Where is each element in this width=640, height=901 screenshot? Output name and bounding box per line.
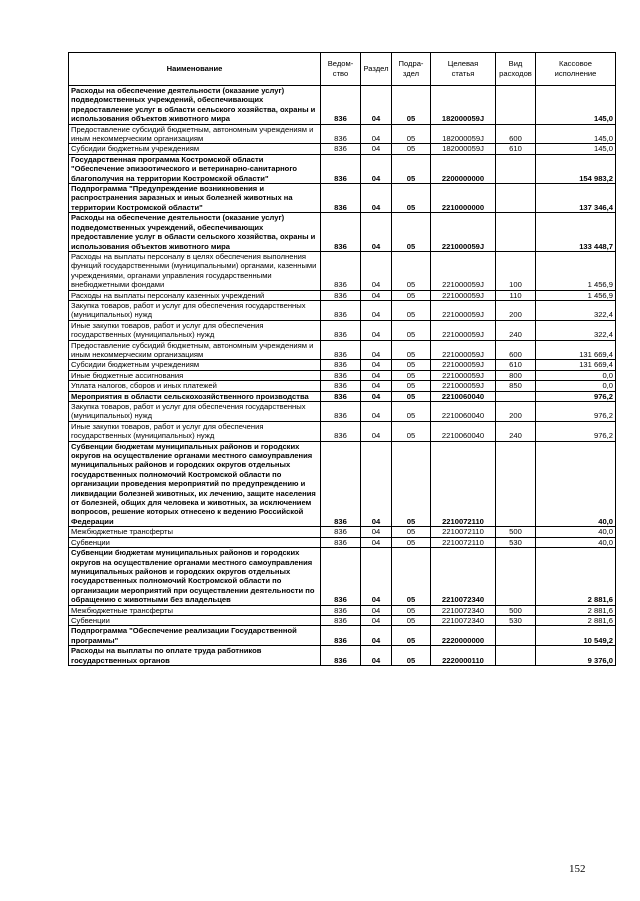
row-target-item: 2220000000 [431,626,496,646]
row-expense-type [496,154,536,183]
row-cash-execution: 145,0 [536,144,616,154]
row-expense-type [496,391,536,401]
row-department: 836 [321,421,361,441]
row-section: 04 [361,548,392,605]
row-target-item: 182000059J [431,86,496,125]
page-number: 152 [569,863,586,875]
row-department: 836 [321,402,361,422]
row-subsection: 05 [392,320,431,340]
row-subsection: 05 [392,441,431,527]
header-name: Наименование [69,53,321,86]
row-target-item: 2210072110 [431,537,496,547]
header-department: Ведом- ство [321,53,361,86]
table-row [69,381,616,391]
row-department: 836 [321,184,361,213]
row-department: 836 [321,154,361,183]
row-department: 836 [321,626,361,646]
row-department: 836 [321,615,361,625]
row-cash-execution: 131 669,4 [536,340,616,360]
row-target-item: 2210000000 [431,184,496,213]
table-row [69,213,616,252]
row-section: 04 [361,320,392,340]
row-subsection: 05 [392,360,431,370]
table-row [69,360,616,370]
row-cash-execution: 40,0 [536,527,616,537]
table-row [69,340,616,360]
row-department: 836 [321,290,361,300]
row-target-item: 182000059J [431,124,496,144]
table-row [69,251,616,290]
row-target-item: 2210060040 [431,391,496,401]
row-name: Расходы на обеспечение деятельности (оказание услуг) подведомственных учреждений, обеспечивающих предоставление услуг в области сельского хозяйства, охраны и использования объектов животного мира [69,86,321,125]
row-section: 04 [361,86,392,125]
header-section: Раздел [361,53,392,86]
row-subsection: 05 [392,154,431,183]
row-section: 04 [361,381,392,391]
row-department: 836 [321,124,361,144]
row-cash-execution: 2 881,6 [536,548,616,605]
table-row [69,320,616,340]
row-section: 04 [361,537,392,547]
row-section: 04 [361,402,392,422]
row-expense-type [496,646,536,666]
row-name: Иные закупки товаров, работ и услуг для обеспечения государственных (муниципальных) нужд [69,320,321,340]
row-name: Мероприятия в области сельскохозяйственного производства [69,391,321,401]
header-cash-execution: Кассовое исполнение [536,53,616,86]
row-expense-type: 610 [496,360,536,370]
row-expense-type: 500 [496,605,536,615]
row-department: 836 [321,340,361,360]
table-row [69,646,616,666]
row-target-item: 221000059J [431,213,496,252]
row-name: Предоставление субсидий бюджетным, автономным учреждениям и иным некоммерческим организациям [69,340,321,360]
row-department: 836 [321,605,361,615]
row-cash-execution: 131 669,4 [536,360,616,370]
table-row [69,402,616,422]
row-cash-execution: 137 346,4 [536,184,616,213]
row-expense-type: 500 [496,527,536,537]
row-subsection: 05 [392,340,431,360]
row-name: Расходы на обеспечение деятельности (оказание услуг) подведомственных учреждений, обеспечивающих предоставление услуг в области сельского хозяйства, охраны и использования объектов животного мира [69,213,321,252]
row-department: 836 [321,548,361,605]
row-expense-type: 240 [496,421,536,441]
row-subsection: 05 [392,402,431,422]
row-target-item: 2210072110 [431,527,496,537]
row-subsection: 05 [392,626,431,646]
row-expense-type [496,184,536,213]
row-target-item: 221000059J [431,251,496,290]
row-expense-type: 240 [496,320,536,340]
row-section: 04 [361,626,392,646]
row-department: 836 [321,646,361,666]
row-subsection: 05 [392,300,431,320]
budget-table [68,52,616,666]
table-row [69,86,616,125]
row-target-item: 221000059J [431,320,496,340]
row-expense-type: 800 [496,370,536,380]
table-row [69,154,616,183]
row-expense-type: 100 [496,251,536,290]
row-name: Субсидии бюджетным учреждениям [69,144,321,154]
row-cash-execution: 0,0 [536,370,616,380]
row-name: Расходы на выплаты персоналу казенных учреждений [69,290,321,300]
row-section: 04 [361,421,392,441]
row-target-item: 221000059J [431,340,496,360]
row-section: 04 [361,646,392,666]
row-expense-type: 200 [496,300,536,320]
row-cash-execution: 10 549,2 [536,626,616,646]
table-row [69,370,616,380]
row-cash-execution: 9 376,0 [536,646,616,666]
row-expense-type: 530 [496,615,536,625]
row-department: 836 [321,251,361,290]
row-target-item: 221000059J [431,370,496,380]
row-section: 04 [361,391,392,401]
row-subsection: 05 [392,615,431,625]
row-section: 04 [361,124,392,144]
row-department: 836 [321,300,361,320]
row-subsection: 05 [392,251,431,290]
row-department: 836 [321,381,361,391]
row-name: Межбюджетные трансферты [69,605,321,615]
row-name: Межбюджетные трансферты [69,527,321,537]
row-expense-type: 850 [496,381,536,391]
row-target-item: 2210072340 [431,615,496,625]
row-cash-execution: 154 983,2 [536,154,616,183]
row-subsection: 05 [392,184,431,213]
row-department: 836 [321,441,361,527]
row-subsection: 05 [392,381,431,391]
table-row [69,537,616,547]
table-row [69,605,616,615]
row-target-item: 182000059J [431,144,496,154]
row-name: Субсидии бюджетным учреждениям [69,360,321,370]
row-expense-type [496,626,536,646]
header-subsection: Подра- здел [392,53,431,86]
row-department: 836 [321,86,361,125]
row-section: 04 [361,213,392,252]
table-row [69,144,616,154]
row-subsection: 05 [392,527,431,537]
table-row [69,626,616,646]
row-subsection: 05 [392,290,431,300]
table-header-row [69,53,616,86]
row-subsection: 05 [392,646,431,666]
header-expense-type: Вид расходов [496,53,536,86]
row-target-item: 221000059J [431,290,496,300]
row-section: 04 [361,184,392,213]
row-expense-type [496,213,536,252]
row-department: 836 [321,360,361,370]
row-expense-type: 530 [496,537,536,547]
row-expense-type [496,548,536,605]
row-section: 04 [361,615,392,625]
row-section: 04 [361,605,392,615]
row-department: 836 [321,213,361,252]
row-cash-execution: 145,0 [536,86,616,125]
row-name: Закупка товаров, работ и услуг для обеспечения государственных (муниципальных) нужд [69,402,321,422]
row-expense-type: 200 [496,402,536,422]
row-section: 04 [361,300,392,320]
row-target-item: 2200000000 [431,154,496,183]
row-target-item: 2210060040 [431,421,496,441]
table-row [69,615,616,625]
row-cash-execution: 0,0 [536,381,616,391]
row-expense-type: 610 [496,144,536,154]
row-subsection: 05 [392,605,431,615]
row-target-item: 2210060040 [431,402,496,422]
row-department: 836 [321,144,361,154]
table-row [69,184,616,213]
table-row [69,391,616,401]
row-cash-execution: 976,2 [536,402,616,422]
row-name: Расходы на выплаты персоналу в целях обеспечения выполнения функций государственными (муниципальными) органами, казенными учреждениями, органами управления государственными внебюджетными фондами [69,251,321,290]
row-cash-execution: 2 881,6 [536,615,616,625]
row-name: Подпрограмма "Обеспечение реализации Государственной программы" [69,626,321,646]
row-expense-type: 600 [496,340,536,360]
row-name: Закупка товаров, работ и услуг для обеспечения государственных (муниципальных) нужд [69,300,321,320]
row-name: Субвенции [69,537,321,547]
row-subsection: 05 [392,421,431,441]
table-row [69,527,616,537]
row-subsection: 05 [392,86,431,125]
row-cash-execution: 322,4 [536,300,616,320]
row-cash-execution: 40,0 [536,441,616,527]
row-name: Иные бюджетные ассигнования [69,370,321,380]
row-expense-type [496,86,536,125]
row-cash-execution: 133 448,7 [536,213,616,252]
row-section: 04 [361,340,392,360]
row-section: 04 [361,251,392,290]
row-name: Субвенции бюджетам муниципальных районов и городских округов на осуществление органами местного самоуправления муниципальных районов и городских округов отдельных государственных полномочий Костромской области по организации мероприятий при осуществлении деятельности по обращению с животными без владельцев [69,548,321,605]
row-section: 04 [361,370,392,380]
row-name: Иные закупки товаров, работ и услуг для обеспечения государственных (муниципальных) нужд [69,421,321,441]
row-name: Субвенции бюджетам муниципальных районов и городских округов на осуществление органами местного самоуправления муниципальных районов и городских округов отдельных государственных полномочий Костромской области по организации проведения мероприятий по предупреждению и ликвидации болезней животных, их лечению, защите населения от болезней, общих для человека и животных, за исключением вопросов, решение которых отнесено к ведению Российской Федерации [69,441,321,527]
row-cash-execution: 145,0 [536,124,616,144]
row-target-item: 221000059J [431,381,496,391]
row-department: 836 [321,537,361,547]
row-target-item: 221000059J [431,300,496,320]
row-cash-execution: 1 456,9 [536,290,616,300]
row-cash-execution: 976,2 [536,391,616,401]
row-target-item: 2210072340 [431,548,496,605]
row-section: 04 [361,154,392,183]
row-target-item: 2210072340 [431,605,496,615]
row-cash-execution: 322,4 [536,320,616,340]
row-section: 04 [361,144,392,154]
row-name: Государственная программа Костромской области "Обеспечение эпизоотического и ветеринарно-санитарного благополучия на территории Костромской области" [69,154,321,183]
row-expense-type: 110 [496,290,536,300]
row-department: 836 [321,527,361,537]
row-section: 04 [361,441,392,527]
row-cash-execution: 1 456,9 [536,251,616,290]
row-expense-type [496,441,536,527]
row-subsection: 05 [392,391,431,401]
row-name: Расходы на выплаты по оплате труда работников государственных органов [69,646,321,666]
row-section: 04 [361,290,392,300]
table-row [69,421,616,441]
row-cash-execution: 40,0 [536,537,616,547]
row-target-item: 221000059J [431,360,496,370]
row-subsection: 05 [392,548,431,605]
table-row [69,441,616,527]
row-name: Уплата налогов, сборов и иных платежей [69,381,321,391]
row-cash-execution: 2 881,6 [536,605,616,615]
row-section: 04 [361,360,392,370]
row-cash-execution: 976,2 [536,421,616,441]
row-department: 836 [321,391,361,401]
row-name: Субвенции [69,615,321,625]
row-expense-type: 600 [496,124,536,144]
table-row [69,548,616,605]
row-target-item: 2210072110 [431,441,496,527]
table-row [69,300,616,320]
table-row [69,124,616,144]
row-department: 836 [321,370,361,380]
row-subsection: 05 [392,537,431,547]
table-row [69,290,616,300]
row-subsection: 05 [392,213,431,252]
row-subsection: 05 [392,144,431,154]
row-department: 836 [321,320,361,340]
row-section: 04 [361,527,392,537]
row-target-item: 2220000110 [431,646,496,666]
row-subsection: 05 [392,370,431,380]
header-target-item: Целевая статья [431,53,496,86]
row-subsection: 05 [392,124,431,144]
row-name: Предоставление субсидий бюджетным, автономным учреждениям и иным некоммерческим организациям [69,124,321,144]
row-name: Подпрограмма "Предупреждение возникновения и распространения заразных и иных болезней животных на территории Костромской области" [69,184,321,213]
